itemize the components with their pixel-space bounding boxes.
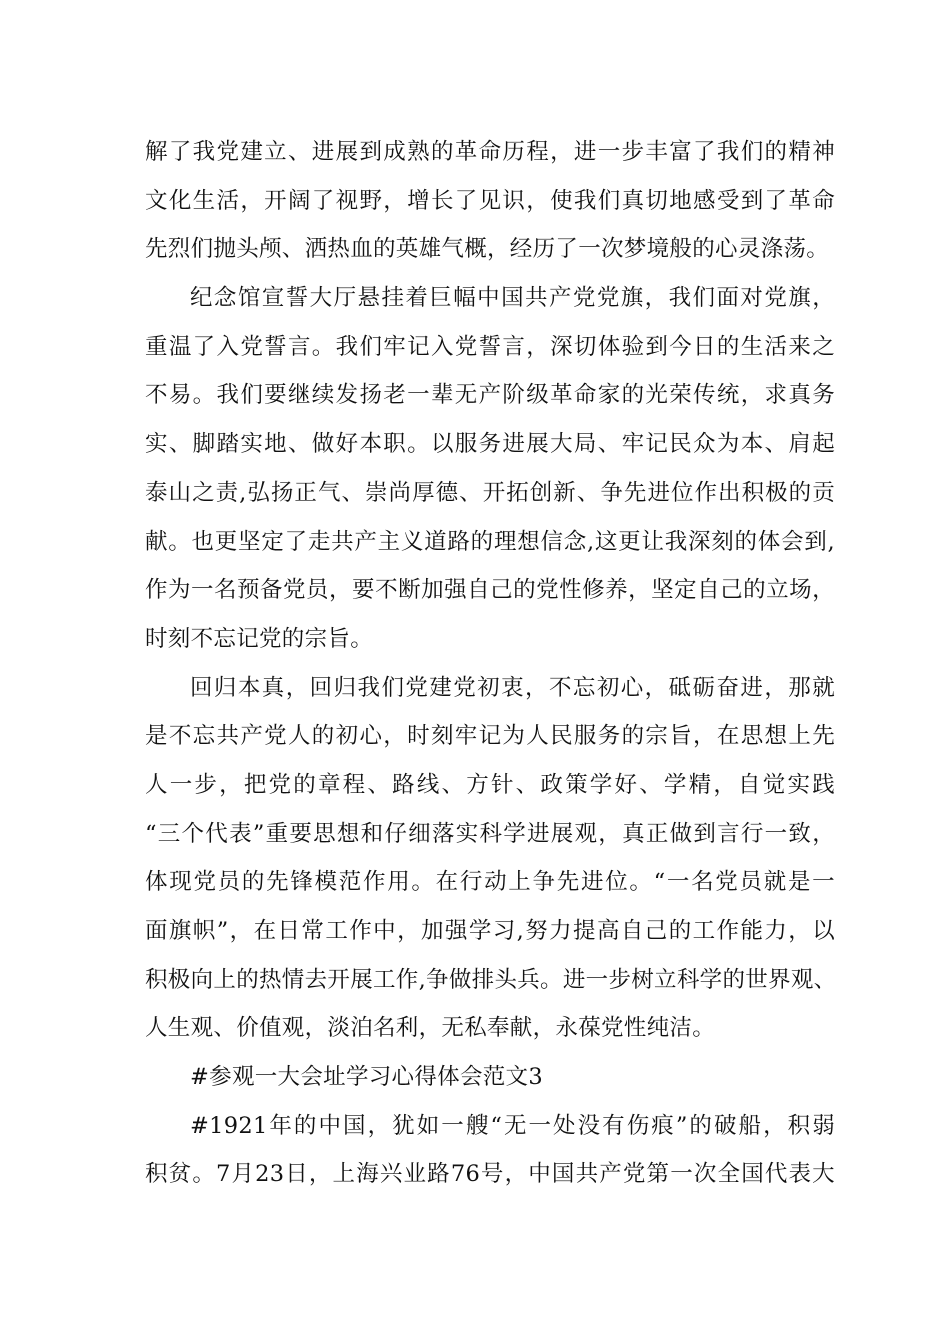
text-line: 人一步，把党的章程、路线、方针、政策学好、学精，自觉实践 <box>145 771 835 798</box>
text-line: 纪念馆宣誓大厅悬挂着巨幅中国共产党党旗，我们面对党旗， <box>190 285 835 312</box>
text-line: 积贫。7月23日，上海兴业路76号，中国共产党第一次全国代表大 <box>145 1161 835 1188</box>
section-heading <box>145 1053 835 1102</box>
text-line: 体现党员的先锋模范作用。在行动上争先进位。“一名党员就是一 <box>145 869 835 896</box>
paragraph-5 <box>145 1102 835 1199</box>
text-line: #参观一大会址学习心得体会范文3 <box>190 1064 543 1091</box>
text-line: 作为一名预备党员，要不断加强自己的党性修养，坚定自己的立场， <box>145 577 835 604</box>
text-line: 是不忘共产党人的初心，时刻牢记为人民服务的宗旨，在思想上先 <box>145 723 835 750</box>
text-line: 面旗帜”，在日常工作中，加强学习,努力提高自己的工作能力，以 <box>145 918 835 944</box>
text-line: 泰山之责,弘扬正气、崇尚厚德、开拓创新、争先进位作出积极的贡 <box>145 479 835 506</box>
text-line: 积极向上的热情去开展工作,争做排头兵。进一步树立科学的世界观、 <box>145 966 837 993</box>
text-line: 实、脚踏实地、做好本职。以服务进展大局、牢记民众为本、肩起 <box>145 431 835 458</box>
text-line: #1921年的中国，犹如一艘“无一处没有伤痕”的破船，积弱 <box>190 1112 835 1139</box>
paragraph-1 <box>145 128 835 274</box>
text-line: 重温了入党誓言。我们牢记入党誓言，深切体验到今日的生活来之 <box>145 333 835 360</box>
text-line: 献。也更坚定了走共产主义道路的理想信念,这更让我深刻的体会到, <box>145 528 835 555</box>
text-line: 回归本真，回归我们党建党初衷，不忘初心，砥砺奋进，那就 <box>190 674 835 701</box>
text-line: 解了我党建立、进展到成熟的革命历程，进一步丰富了我们的精神 <box>145 139 835 165</box>
text-line: 人生观、价值观，淡泊名利，无私奉献，永葆党性纯洁。 <box>145 1015 716 1042</box>
text-line: 先烈们抛头颅、洒热血的英雄气概，经历了一次梦境般的心灵涤荡。 <box>145 236 830 263</box>
text-line: 时刻不忘记党的宗旨。 <box>145 625 374 652</box>
text-line: 文化生活，开阔了视野，增长了见识，使我们真切地感受到了革命 <box>145 187 835 214</box>
document-body <box>145 128 835 1199</box>
paragraph-3 <box>145 664 835 1054</box>
paragraph-2 <box>145 274 835 664</box>
text-line: 不易。我们要继续发扬老一辈无产阶级革命家的光荣传统，求真务 <box>145 382 835 409</box>
text-line: “三个代表”重要思想和仔细落实科学进展观，真正做到言行一致， <box>145 820 835 847</box>
